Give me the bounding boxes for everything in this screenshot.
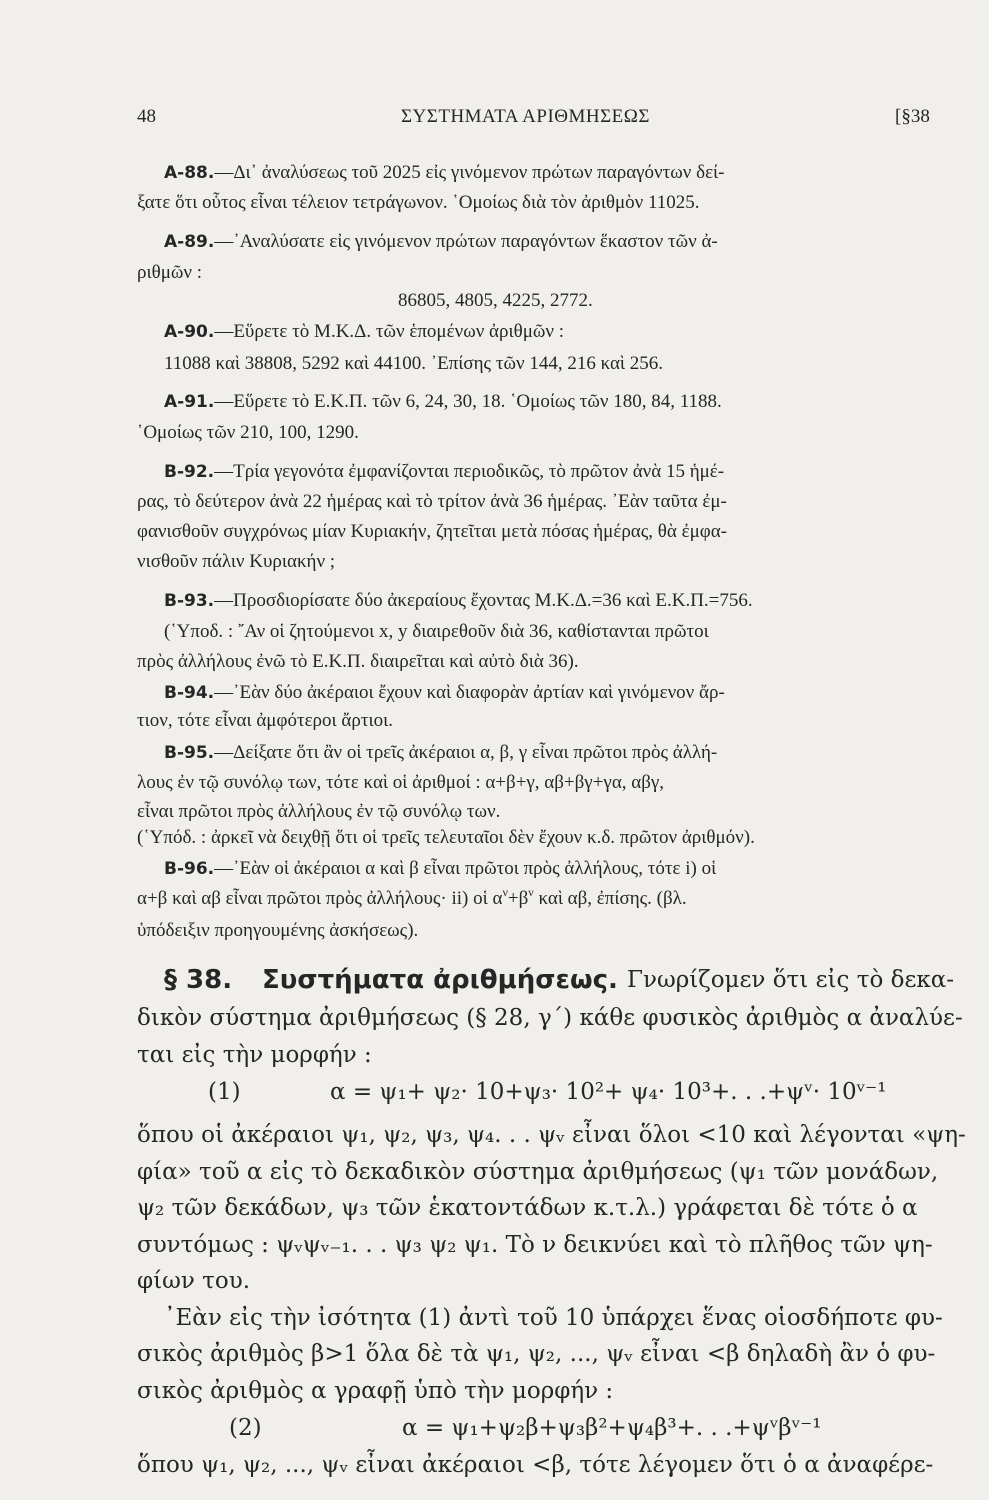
body-text: φία» τοῦ α εἰς τὸ δεκαδικὸν σύστημα ἀριθμήσεως (ψ₁ τῶν μονάδων, — [137, 1159, 939, 1185]
body-text: ὅπου οἱ ἀκέραιοι ψ₁, ψ₂, ψ₃, ψ₄. . . ψᵥ εἶναι ὅλοι <10 καὶ λέγονται «ψη- — [137, 1122, 966, 1148]
exercise-text: —᾿Εὰν δύο ἀκέραιοι ἔχουν καὶ διαφορὰν ἀρτίαν καὶ γινόμενον ἄρ- — [214, 682, 725, 703]
exercise-label: A-89. — [164, 232, 215, 252]
running-title: ΣΥΣΤΗΜΑΤΑ ΑΡΙΘΜΗΣΕΩΣ — [401, 106, 650, 127]
exercise-text: τιον, τότε εἶναι ἀμφότεροι ἄρτιοι. — [137, 710, 393, 731]
body-text: φίων του. — [137, 1268, 251, 1294]
exercise-text: νισθοῦν πάλιν Κυριακήν ; — [137, 551, 336, 572]
body-text: ὅπου ψ₁, ψ₂, ..., ψᵥ εἶναι ἀκέραιοι <β, τότε λέγομεν ὅτι ὁ α ἀναφέρε- — [137, 1452, 934, 1478]
body-text: ᾿Εὰν εἰς τὴν ἰσότητα (1) ἀντὶ τοῦ 10 ὑπάρχει ἕνας οἱοσδήποτε φυ- — [164, 1305, 943, 1331]
exercise-text: ὑπόδειξιν προηγουμένης ἀσκήσεως). — [137, 920, 419, 941]
exercise-label: A-88. — [164, 163, 215, 183]
hint-text: (῾Υπόδ. : ἀρκεῖ νὰ δειχθῇ ὅτι οἱ τρεῖς τελευταῖοι δὲν ἔχουν κ.δ. πρῶτον ἀριθμόν). — [137, 827, 755, 848]
exercise-text: ῾Ομοίως τῶν 210, 100, 1290. — [137, 422, 359, 443]
equation-label: (2) — [229, 1415, 262, 1441]
section-title: Συστήματα ἀριθμήσεως. — [262, 965, 618, 995]
equation-formula: α = ψ₁+ ψ₂· 10+ψ₃· 10²+ ψ₄· 10³+. . .+ψᵛ· 10ᵛ⁻¹ — [330, 1079, 887, 1105]
section-marker: [§38 — [895, 106, 930, 127]
exercise-text: —᾿Εὰν οἱ ἀκέραιοι α καὶ β εἶναι πρῶτοι πρὸς ἀλλήλους, τότε i) οἱ — [214, 858, 717, 879]
exercise-label: A-91. — [164, 392, 215, 412]
exercise-label: B-92. — [164, 462, 215, 482]
exercise-text: α+β καὶ αβ εἶναι πρῶτοι πρὸς ἀλλήλους· ii) οἱ $\alpha^\nu+\beta^\nu$ καὶ αβ, ἐπίσης. (βλ. — [137, 885, 687, 909]
exercise-label: B-96. — [164, 859, 215, 879]
equation-formula: α = ψ₁+ψ₂β+ψ₃β²+ψ₄β³+. . .+ψᵛβᵛ⁻¹ — [402, 1415, 822, 1441]
exercise-text: —Εὕρετε τὸ Μ.Κ.Δ. τῶν ἑπομένων ἀριθμῶν : — [214, 321, 565, 342]
exercise-label: B-94. — [164, 683, 215, 703]
exercise-text: —Τρία γεγονότα ἐμφανίζονται περιοδικῶς, τὸ πρῶτον ἀνὰ 15 ἡμέ- — [214, 461, 725, 482]
number-list: 86805, 4805, 4225, 2772. — [398, 290, 593, 311]
exercise-label: A-90. — [164, 322, 215, 342]
body-text: σικὸς ἀριθμὸς α γραφῇ ὑπὸ τὴν μορφήν : — [137, 1378, 614, 1404]
exercise-label: B-93. — [164, 591, 215, 611]
body-text: δικὸν σύστημα ἀριθμήσεως (§ 28, γ΄) κάθε φυσικὸς ἀριθμὸς α ἀναλύε- — [137, 1005, 963, 1031]
body-text: ται εἰς τὴν μορφήν : — [137, 1042, 372, 1068]
exercise-text: ξατε ὅτι οὗτος εἶναι τέλειον τετράγωνον. ῾Ομοίως διὰ τὸν ἀριθμὸν 11025. — [137, 192, 700, 213]
body-text: ψ₂ τῶν δεκάδων, ψ₃ τῶν ἑκατοντάδων κ.τ.λ.) γράφεται δὲ τότε ὁ α — [137, 1195, 918, 1221]
exercise-text: —Προσδιορίσατε δύο ἀκεραίους ἔχοντας Μ.Κ.Δ.=36 καὶ Ε.Κ.Π.=756. — [214, 590, 753, 611]
exercise-text: ριθμῶν : — [137, 262, 203, 283]
body-text: σικὸς ἀριθμὸς β>1 ὅλα δὲ τὰ ψ₁, ψ₂, ..., ψᵥ εἶναι <β δηλαδὴ ἂν ὁ φυ- — [137, 1341, 936, 1367]
exercise-text: φανισθοῦν συγχρόνως μίαν Κυριακήν, ζητεῖται μετὰ πόσας ἡμέρας, θὰ ἐμφα- — [137, 521, 728, 542]
section-number: § 38. — [164, 965, 233, 995]
hint-text: πρὸς ἀλλήλους ἐνῶ τὸ Ε.Κ.Π. διαιρεῖται καὶ αὐτὸ διὰ 36). — [137, 651, 579, 672]
exercise-label: B-95. — [164, 743, 215, 763]
body-text: Γνωρίζομεν ὅτι εἰς τὸ δεκα- — [627, 967, 955, 993]
exercise-text: —Δείξατε ὅτι ἂν οἱ τρεῖς ἀκέραιοι α, β, γ εἶναι πρῶτοι πρὸς ἀλλή- — [214, 742, 718, 763]
hint-text: (῾Υποδ. : ῎Αν οἱ ζητούμενοι x, y διαιρεθοῦν διὰ 36, καθίστανται πρῶτοι — [164, 621, 709, 642]
page-number: 48 — [137, 106, 156, 127]
exercise-text: —Εὕρετε τὸ Ε.Κ.Π. τῶν 6, 24, 30, 18. ῾Ομοίως τῶν 180, 84, 1188. — [214, 391, 722, 412]
exercise-text: 11088 καὶ 38808, 5292 καὶ 44100. ᾿Επίσης τῶν 144, 216 καὶ 256. — [164, 353, 664, 374]
exercise-text: ρας, τὸ δεύτερον ἀνὰ 22 ἡμέρας καὶ τὸ τρίτον ἀνὰ 36 ἡμέρας. ᾿Εὰν ταῦτα ἐμ- — [137, 491, 727, 512]
exercise-text: λους ἐν τῷ συνόλῳ των, τότε καὶ οἱ ἀριθμοί : α+β+γ, αβ+βγ+γα, αβγ, — [137, 772, 665, 793]
exercise-text: —Δι᾿ ἀναλύσεως τοῦ 2025 εἰς γινόμενον πρώτων παραγόντων δεί- — [214, 162, 725, 183]
exercise-text: —᾿Αναλύσατε εἰς γινόμενον πρώτων παραγόντων ἕκαστον τῶν ἀ- — [214, 231, 718, 252]
equation-label: (1) — [208, 1079, 241, 1105]
exercise-text: εἶναι πρῶτοι πρὸς ἀλλήλους ἐν τῷ συνόλῳ των. — [137, 801, 501, 822]
body-text: συντόμως : ψᵥψᵥ₋₁. . . ψ₃ ψ₂ ψ₁. Τὸ ν δεικνύει καὶ τὸ πλῆθος τῶν ψη- — [137, 1232, 933, 1258]
